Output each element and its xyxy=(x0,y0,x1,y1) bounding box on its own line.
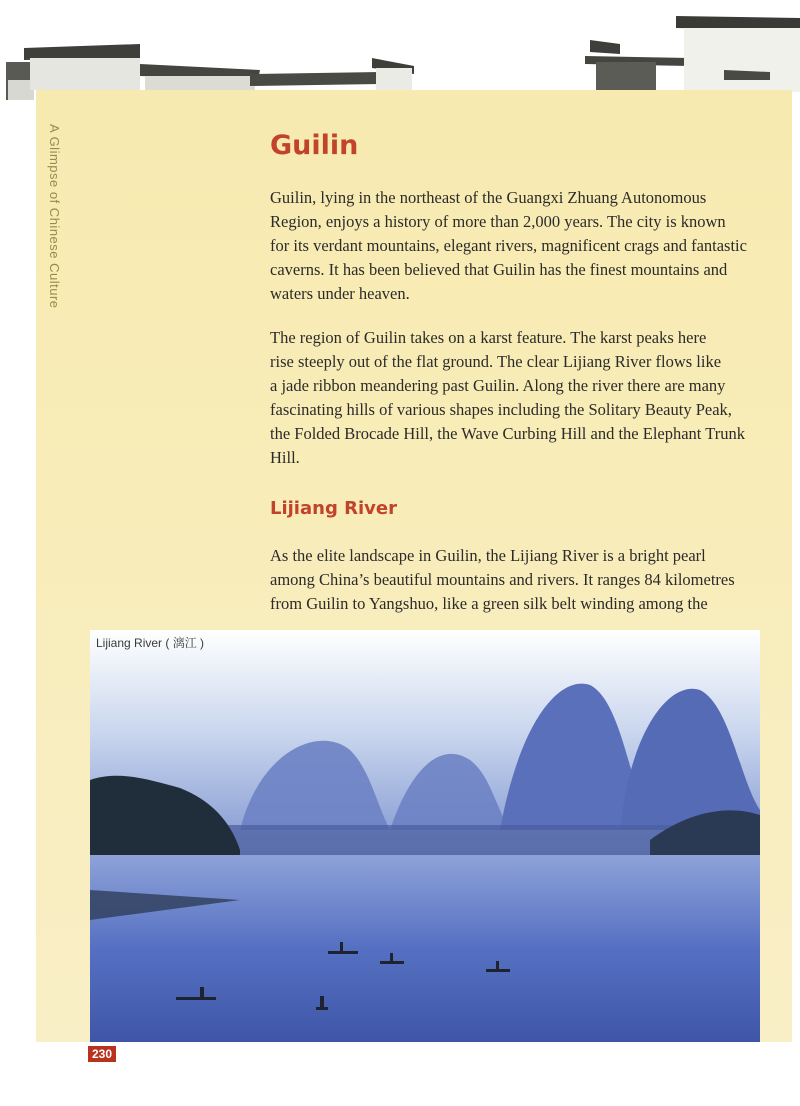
lijiang-river-photo xyxy=(90,630,760,1042)
text-line: caverns. It has been believed that Guilin has the finest mountains and xyxy=(270,260,728,279)
text-line: Guilin, lying in the northeast of the Guangxi Zhuang Autonomous xyxy=(270,188,707,207)
text-line: among China’s beautiful mountains and rivers. It ranges 84 kilometres xyxy=(270,570,735,589)
rooftops-illustration xyxy=(0,0,800,100)
paragraph-intro xyxy=(270,186,770,306)
paragraph-karst xyxy=(270,326,770,470)
text-line: the Folded Brocade Hill, the Wave Curbing Hill and the Elephant Trunk xyxy=(270,424,745,443)
page-number: 230 xyxy=(88,1046,116,1062)
text-line: The region of Guilin takes on a karst feature. The karst peaks here xyxy=(270,328,707,347)
text-line: Region, enjoys a history of more than 2,000 years. The city is known xyxy=(270,212,726,231)
text-line: rise steeply out of the flat ground. The clear Lijiang River flows like xyxy=(270,352,722,371)
text-line: waters under heaven. xyxy=(270,284,410,303)
page-title: Guilin xyxy=(270,130,359,161)
paragraph-lijiang xyxy=(270,544,770,616)
photo-caption: Lijiang River ( 漓江 ) xyxy=(96,636,205,650)
text-line: from Guilin to Yangshuo, like a green silk belt winding among the xyxy=(270,594,708,613)
text-line: for its verdant mountains, elegant rivers, magnificent crags and fantastic xyxy=(270,236,747,255)
section-heading: Lijiang River xyxy=(270,498,397,519)
text-line: As the elite landscape in Guilin, the Lijiang River is a bright pearl xyxy=(270,546,706,565)
text-line: Hill. xyxy=(270,448,300,467)
book-title-vertical: A Glimpse of Chinese Culture xyxy=(47,124,62,309)
text-line: a jade ribbon meandering past Guilin. Along the river there are many xyxy=(270,376,726,395)
text-line: fascinating hills of various shapes including the Solitary Beauty Peak, xyxy=(270,400,732,419)
